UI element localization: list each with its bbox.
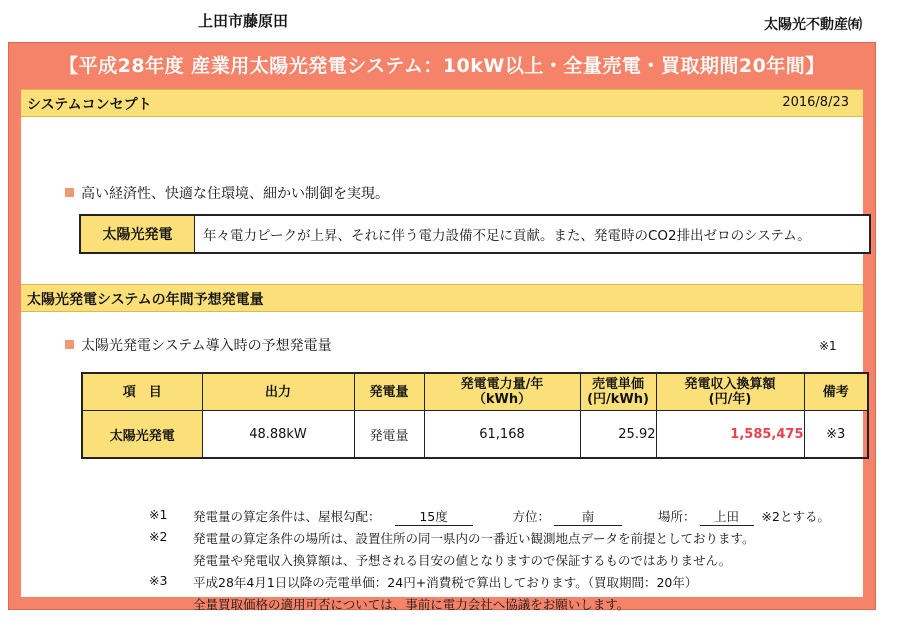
bullet-square-icon	[65, 188, 74, 197]
cell-income: 1,585,475	[656, 411, 804, 459]
header-income: 発電収入換算額 (円/年)	[656, 373, 804, 411]
footnote-1-place-label: 場所：	[658, 509, 696, 524]
footnote-1-slope: 15度	[395, 507, 473, 526]
footnote-mark: ※3	[149, 573, 168, 588]
bullet-square-icon	[65, 340, 74, 349]
footnote-mark: ※1	[149, 507, 168, 522]
header-unit-price: 売電単価 (円/kWh)	[580, 373, 656, 411]
footnote-2-text: 発電量の算定条件の場所は、設置住所の同一県内の一番近い観測地点データを前提としております。	[193, 531, 755, 546]
table-row	[82, 411, 868, 459]
concept-box-label: 太陽光発電	[81, 216, 195, 252]
footnote-mark: ※2	[149, 529, 168, 544]
generation-table	[81, 372, 869, 459]
footnote-3-text: 平成28年4月1日以降の売電単価：24円+消費税で算出しております。（買取期間：20年）	[193, 575, 698, 590]
footnote-3b-text: 全量買取価格の適用可否については、事前に電力会社へ協議をお願いします。	[193, 597, 630, 612]
header-item: 項 目	[82, 373, 202, 411]
generation-bullet-text: 太陽光発電システム導入時の予想発電量	[81, 338, 332, 354]
cell-unit-price: 25.92	[580, 411, 656, 459]
generation-bullet	[65, 335, 332, 355]
table-header-row	[82, 373, 868, 411]
section-header-generation	[21, 284, 863, 312]
concept-box-text: 年々電力ピークが上昇、それに伴う電力設備不足に貢献。また、発電時のCO2排出ゼロのシステム。	[203, 228, 811, 244]
cell-annual-kwh: 61,168	[424, 411, 580, 459]
section-title-generation: 太陽光発電システムの年間予想発電量	[27, 292, 264, 308]
header-remarks: 備考	[804, 373, 868, 411]
footnote-2b-text: 発電量や発電収入換算額は、予想される目安の値となりますので保証するものではありません。	[193, 553, 732, 568]
document-date: 2016/8/23	[782, 95, 849, 110]
main-title: 【平成28年度 産業用太陽光発電システム：10kW以上・全量売電・買取期間20年間】	[59, 55, 825, 77]
header-output: 出力	[202, 373, 354, 411]
cell-amount: 発電量	[354, 411, 424, 459]
footnote-1-dir-label: 方位：	[512, 509, 551, 524]
section-header-concept	[21, 89, 863, 117]
section-title-concept: システムコンセプト	[27, 97, 152, 113]
concept-bullet	[65, 183, 389, 203]
header-amount: 発電量	[354, 373, 424, 411]
header-annual-kwh: 発電電力量/年 （kWh）	[424, 373, 580, 411]
footnote-1-place: 上田	[700, 507, 754, 526]
cell-output: 48.88kW	[202, 411, 354, 459]
footnote-1-text: 発電量の算定条件は、屋根勾配：	[193, 509, 381, 524]
concept-box	[79, 214, 871, 254]
cell-remarks: ※3	[804, 411, 868, 459]
content-panel	[21, 89, 863, 612]
cell-item: 太陽光発電	[82, 411, 202, 459]
document-frame	[8, 42, 876, 610]
note-ref-1: ※1	[819, 339, 837, 353]
concept-bullet-text: 高い経済性、快適な住環境、細かい制御を実現。	[81, 186, 389, 202]
location-label: 上田市藤原田	[198, 12, 289, 30]
footnote-1-tail: ※2とする。	[761, 509, 830, 524]
company-name: 太陽光不動産㈲	[764, 17, 862, 33]
footnote-1-dir: 南	[554, 507, 622, 526]
